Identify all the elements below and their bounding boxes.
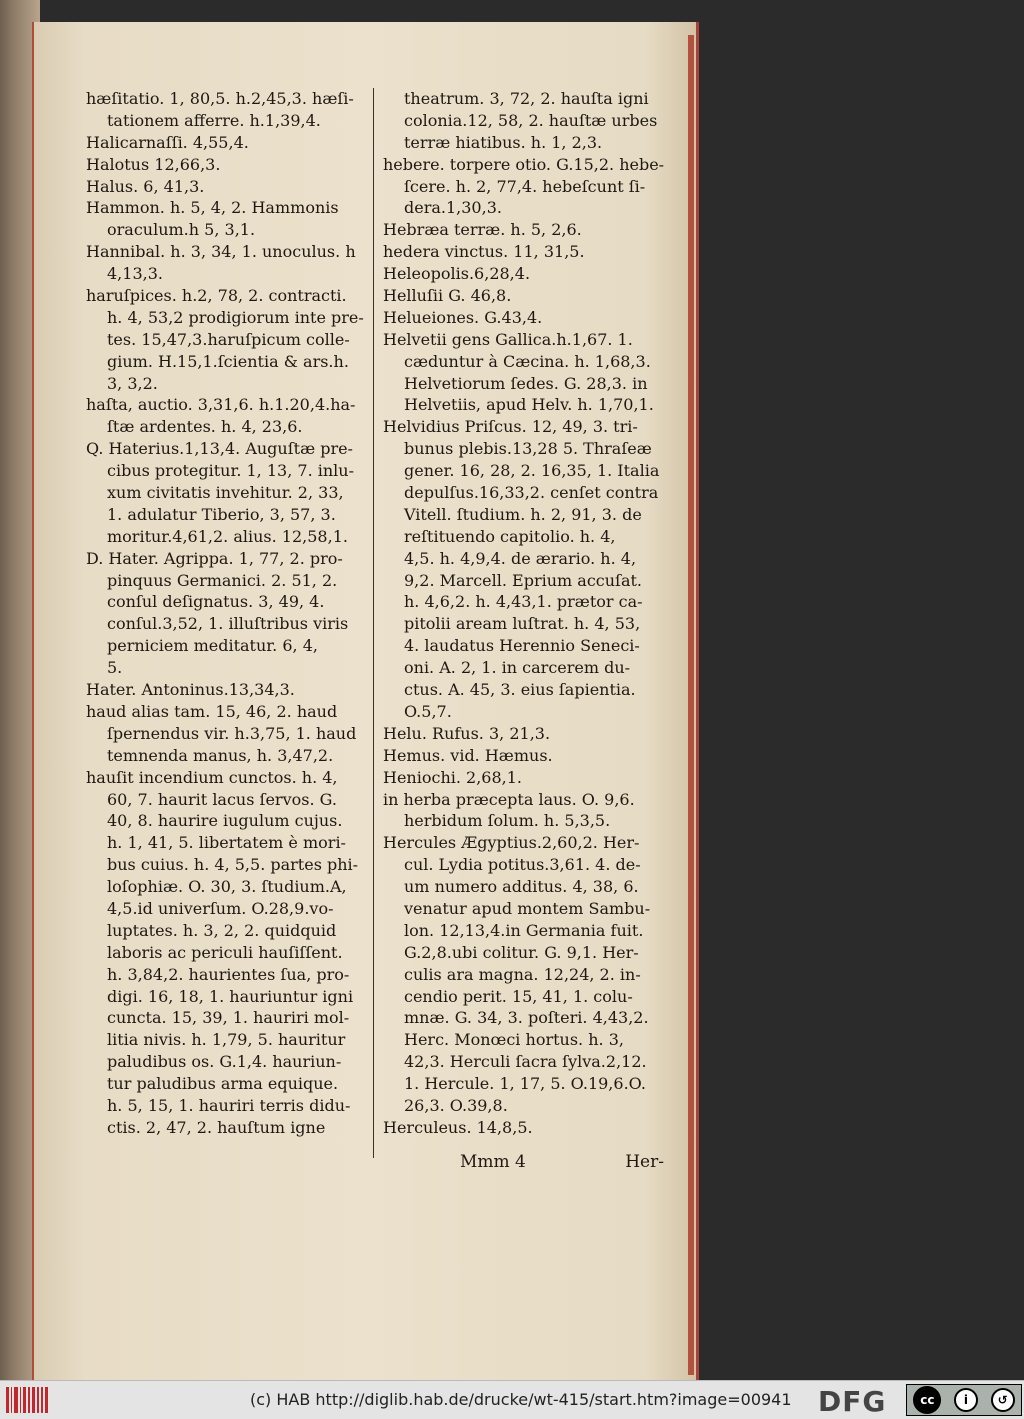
index-line: ſpernendus vir. h.3,75, 1. haud <box>107 723 357 743</box>
index-line: tationem afferre. h.1,39,4. <box>107 110 321 130</box>
index-line: conſul.3,52, 1. illuſtribus viris <box>107 614 349 634</box>
index-line: luptates. h. 3, 2, 2. quidquid <box>107 920 337 940</box>
index-line: 26,3. O.39,8. <box>404 1095 508 1115</box>
index-line: 9,2. Marcell. Eprium accuſat. <box>404 570 643 590</box>
index-line: Halus. 6, 41,3. <box>86 176 205 196</box>
index-line: O.5,7. <box>404 701 452 721</box>
index-line: reſtituendo capitolio. h. 4, <box>404 526 616 546</box>
index-line: cibus protegitur. 1, 13, 7. inlu- <box>107 461 354 481</box>
index-line: Helueiones. G.43,4. <box>383 307 543 327</box>
index-line: gium. H.15,1.ſcientia & ars.h. <box>107 351 349 371</box>
index-line: 42,3. Herculi ſacra ſylva.2,12. <box>404 1052 647 1072</box>
index-line: ctis. 2, 47, 2. hauſtum igne <box>107 1117 326 1137</box>
index-line: Hercules Ægyptius.2,60,2. Her- <box>383 833 640 853</box>
index-line: Heniochi. 2,68,1. <box>383 767 523 787</box>
index-line: Helvidius Priſcus. 12, 49, 3. tri- <box>383 417 638 437</box>
index-line: D. Hater. Agrippa. 1, 77, 2. pro- <box>86 548 343 568</box>
index-line: 5. <box>107 658 123 678</box>
index-line: Hater. Antoninus.13,34,3. <box>86 680 295 700</box>
index-line: conſul deſignatus. 3, 49, 4. <box>107 592 325 612</box>
index-line: cæduntur à Cæcina. h. 1,68,3. <box>404 351 651 371</box>
index-line: digi. 16, 18, 1. hauriuntur igni <box>107 986 354 1006</box>
index-line: ſcere. h. 2, 77,4. hebeſcunt ſi- <box>404 176 646 196</box>
index-line: pinquus Germanici. 2. 51, 2. <box>107 570 338 590</box>
copyright-url[interactable]: (c) HAB http://diglib.hab.de/drucke/wt-415/start.htm?image=00941 <box>250 1390 792 1409</box>
index-line: Hemus. vid. Hæmus. <box>383 745 553 765</box>
index-line: 60, 7. haurit lacus ſervos. G. <box>107 789 337 809</box>
index-line: Herculeus. 14,8,5. <box>383 1117 533 1137</box>
index-line: Helvetiis, apud Helv. h. 1,70,1. <box>404 395 654 415</box>
viewer-bottom-bar <box>0 1380 1024 1419</box>
index-line: Helvetii gens Gallica.h.1,67. 1. <box>383 329 633 349</box>
index-line: hedera vinctus. 11, 31,5. <box>383 242 585 262</box>
index-line: um numero additus. 4, 38, 6. <box>404 877 639 897</box>
index-line: 1. adulatur Tiberio, 3, 57, 3. <box>107 504 336 524</box>
index-line: h. 5, 15, 1. hauriri terris didu- <box>107 1095 351 1115</box>
index-line: culis ara magna. 12,24, 2. in- <box>404 964 641 984</box>
cc-icon: cc <box>913 1386 941 1414</box>
index-line: Vitell. ſtudium. h. 2, 91, 3. de <box>404 504 642 524</box>
sa-icon: ↺ <box>991 1388 1015 1412</box>
index-line: pitolii aream luſtrat. h. 4, 53, <box>404 614 641 634</box>
index-line: paludibus os. G.1,4. hauriun- <box>107 1052 342 1072</box>
index-line: 40, 8. haurire iugulum cujus. <box>107 811 343 831</box>
index-line: G.2,8.ubi colitur. G. 9,1. Her- <box>404 942 639 962</box>
index-line: lon. 12,13,4.in Germania fuit. <box>404 920 644 940</box>
index-line: oraculum.h 5, 3,1. <box>107 220 256 240</box>
index-line: 4,5. h. 4,9,4. de ærario. h. 4, <box>404 548 637 568</box>
index-line: laboris ac periculi hauſiſſent. <box>107 942 343 962</box>
index-line: litia nivis. h. 1,79, 5. hauritur <box>107 1030 346 1050</box>
index-line: tur paludibus arma equique. <box>107 1074 339 1094</box>
page-footer <box>460 1152 690 1178</box>
index-line: cul. Lydia potitus.3,61. 4. de- <box>404 855 641 875</box>
index-line: 4,13,3. <box>107 264 163 284</box>
index-line: oni. A. 2, 1. in carcerem du- <box>404 658 631 678</box>
by-icon: i <box>954 1388 978 1412</box>
index-line: h. 1, 41, 5. libertatem è mori- <box>107 833 346 853</box>
index-line: bus cuius. h. 4, 5,5. partes phi- <box>107 855 359 875</box>
index-line: Heleopolis.6,28,4. <box>383 264 531 284</box>
column-divider <box>373 88 374 1158</box>
index-line: Q. Haterius.1,13,4. Auguſtæ pre- <box>86 439 353 459</box>
index-line: Helvetiorum ſedes. G. 28,3. in <box>404 373 648 393</box>
index-line: 1. Hercule. 1, 17, 5. O.19,6.O. <box>404 1074 646 1094</box>
index-line: cuncta. 15, 39, 1. hauriri mol- <box>107 1008 350 1028</box>
index-line: Herc. Monœci hortus. h. 3, <box>404 1030 624 1050</box>
index-line: hauſit incendium cunctos. h. 4, <box>86 767 338 787</box>
index-line: depulſus.16,33,2. cenſet contra <box>404 483 659 503</box>
index-line: xum civitatis invehitur. 2, 33, <box>107 483 344 503</box>
index-line: h. 4,6,2. h. 4,43,1. prætor ca- <box>404 592 643 612</box>
barcode-icon <box>6 1387 48 1413</box>
index-line: terræ hiatibus. h. 1, 2,3. <box>404 132 603 152</box>
index-line: ctus. A. 45, 3. eius ſapientia. <box>404 680 636 700</box>
index-line: mnæ. G. 34, 3. poſteri. 4,43,2. <box>404 1008 649 1028</box>
cc-license-badge[interactable] <box>906 1384 1022 1416</box>
index-line: temnenda manus, h. 3,47,2. <box>107 745 334 765</box>
index-line: loſophiæ. O. 30, 3. ſtudium.A, <box>107 877 347 897</box>
index-line: 4,5.id univerſum. O.28,9.vo- <box>107 898 334 918</box>
index-line: herbidum ſolum. h. 5,3,5. <box>404 811 611 831</box>
index-line: tes. 15,47,3.haruſpicum colle- <box>107 329 350 349</box>
index-line: Halotus 12,66,3. <box>86 154 221 174</box>
index-line: Hannibal. h. 3, 34, 1. unoculus. h <box>86 242 356 262</box>
index-column-right <box>383 88 679 1139</box>
index-line: hæſitatio. 1, 80,5. h.2,45,3. hæſi- <box>86 89 354 108</box>
index-line: 4. laudatus Herennio Seneci- <box>404 636 640 656</box>
index-line: hebere. torpere otio. G.15,2. hebe- <box>383 154 665 174</box>
index-line: colonia.12, 58, 2. hauſtæ urbes <box>404 110 658 130</box>
index-line: dera.1,30,3. <box>404 198 502 218</box>
index-line: Helu. Rufus. 3, 21,3. <box>383 723 551 743</box>
index-line: cendio perit. 15, 41, 1. colu- <box>404 986 633 1006</box>
signature-mark: Mmm 4 <box>460 1152 526 1172</box>
index-line: perniciem meditatur. 6, 4, <box>107 636 318 656</box>
index-line: venatur apud montem Sambu- <box>404 898 651 918</box>
index-line: moritur.4,61,2. alius. 12,58,1. <box>107 526 348 546</box>
index-line: gener. 16, 28, 2. 16,35, 1. Italia <box>404 461 660 481</box>
index-line: theatrum. 3, 72, 2. hauſta igni <box>404 89 649 108</box>
index-line: bunus plebis.13,28 5. Thraſeæ <box>404 439 652 459</box>
index-line: Hebræa terræ. h. 5, 2,6. <box>383 220 582 240</box>
dfg-logo: DFG <box>818 1385 887 1418</box>
index-line: h. 4, 53,2 prodigiorum inte pre- <box>107 307 364 327</box>
index-column-left <box>86 88 372 1139</box>
index-line: haſta, auctio. 3,31,6. h.1.20,4.ha- <box>86 395 356 415</box>
index-line: Hammon. h. 5, 4, 2. Hammonis <box>86 198 339 218</box>
index-line: Halicarnaſſi. 4,55,4. <box>86 132 249 152</box>
index-line: h. 3,84,2. haurientes ſua, pro- <box>107 964 350 984</box>
index-line: haud alias tam. 15, 46, 2. haud <box>86 701 338 721</box>
index-line: 3, 3,2. <box>107 373 158 393</box>
catchword: Her- <box>625 1152 664 1172</box>
index-line: Helluſii G. 46,8. <box>383 286 512 306</box>
index-line: ſtæ ardentes. h. 4, 23,6. <box>107 417 303 437</box>
index-line: haruſpices. h.2, 78, 2. contracti. <box>86 286 347 306</box>
index-line: in herba præcepta laus. O. 9,6. <box>383 789 635 809</box>
